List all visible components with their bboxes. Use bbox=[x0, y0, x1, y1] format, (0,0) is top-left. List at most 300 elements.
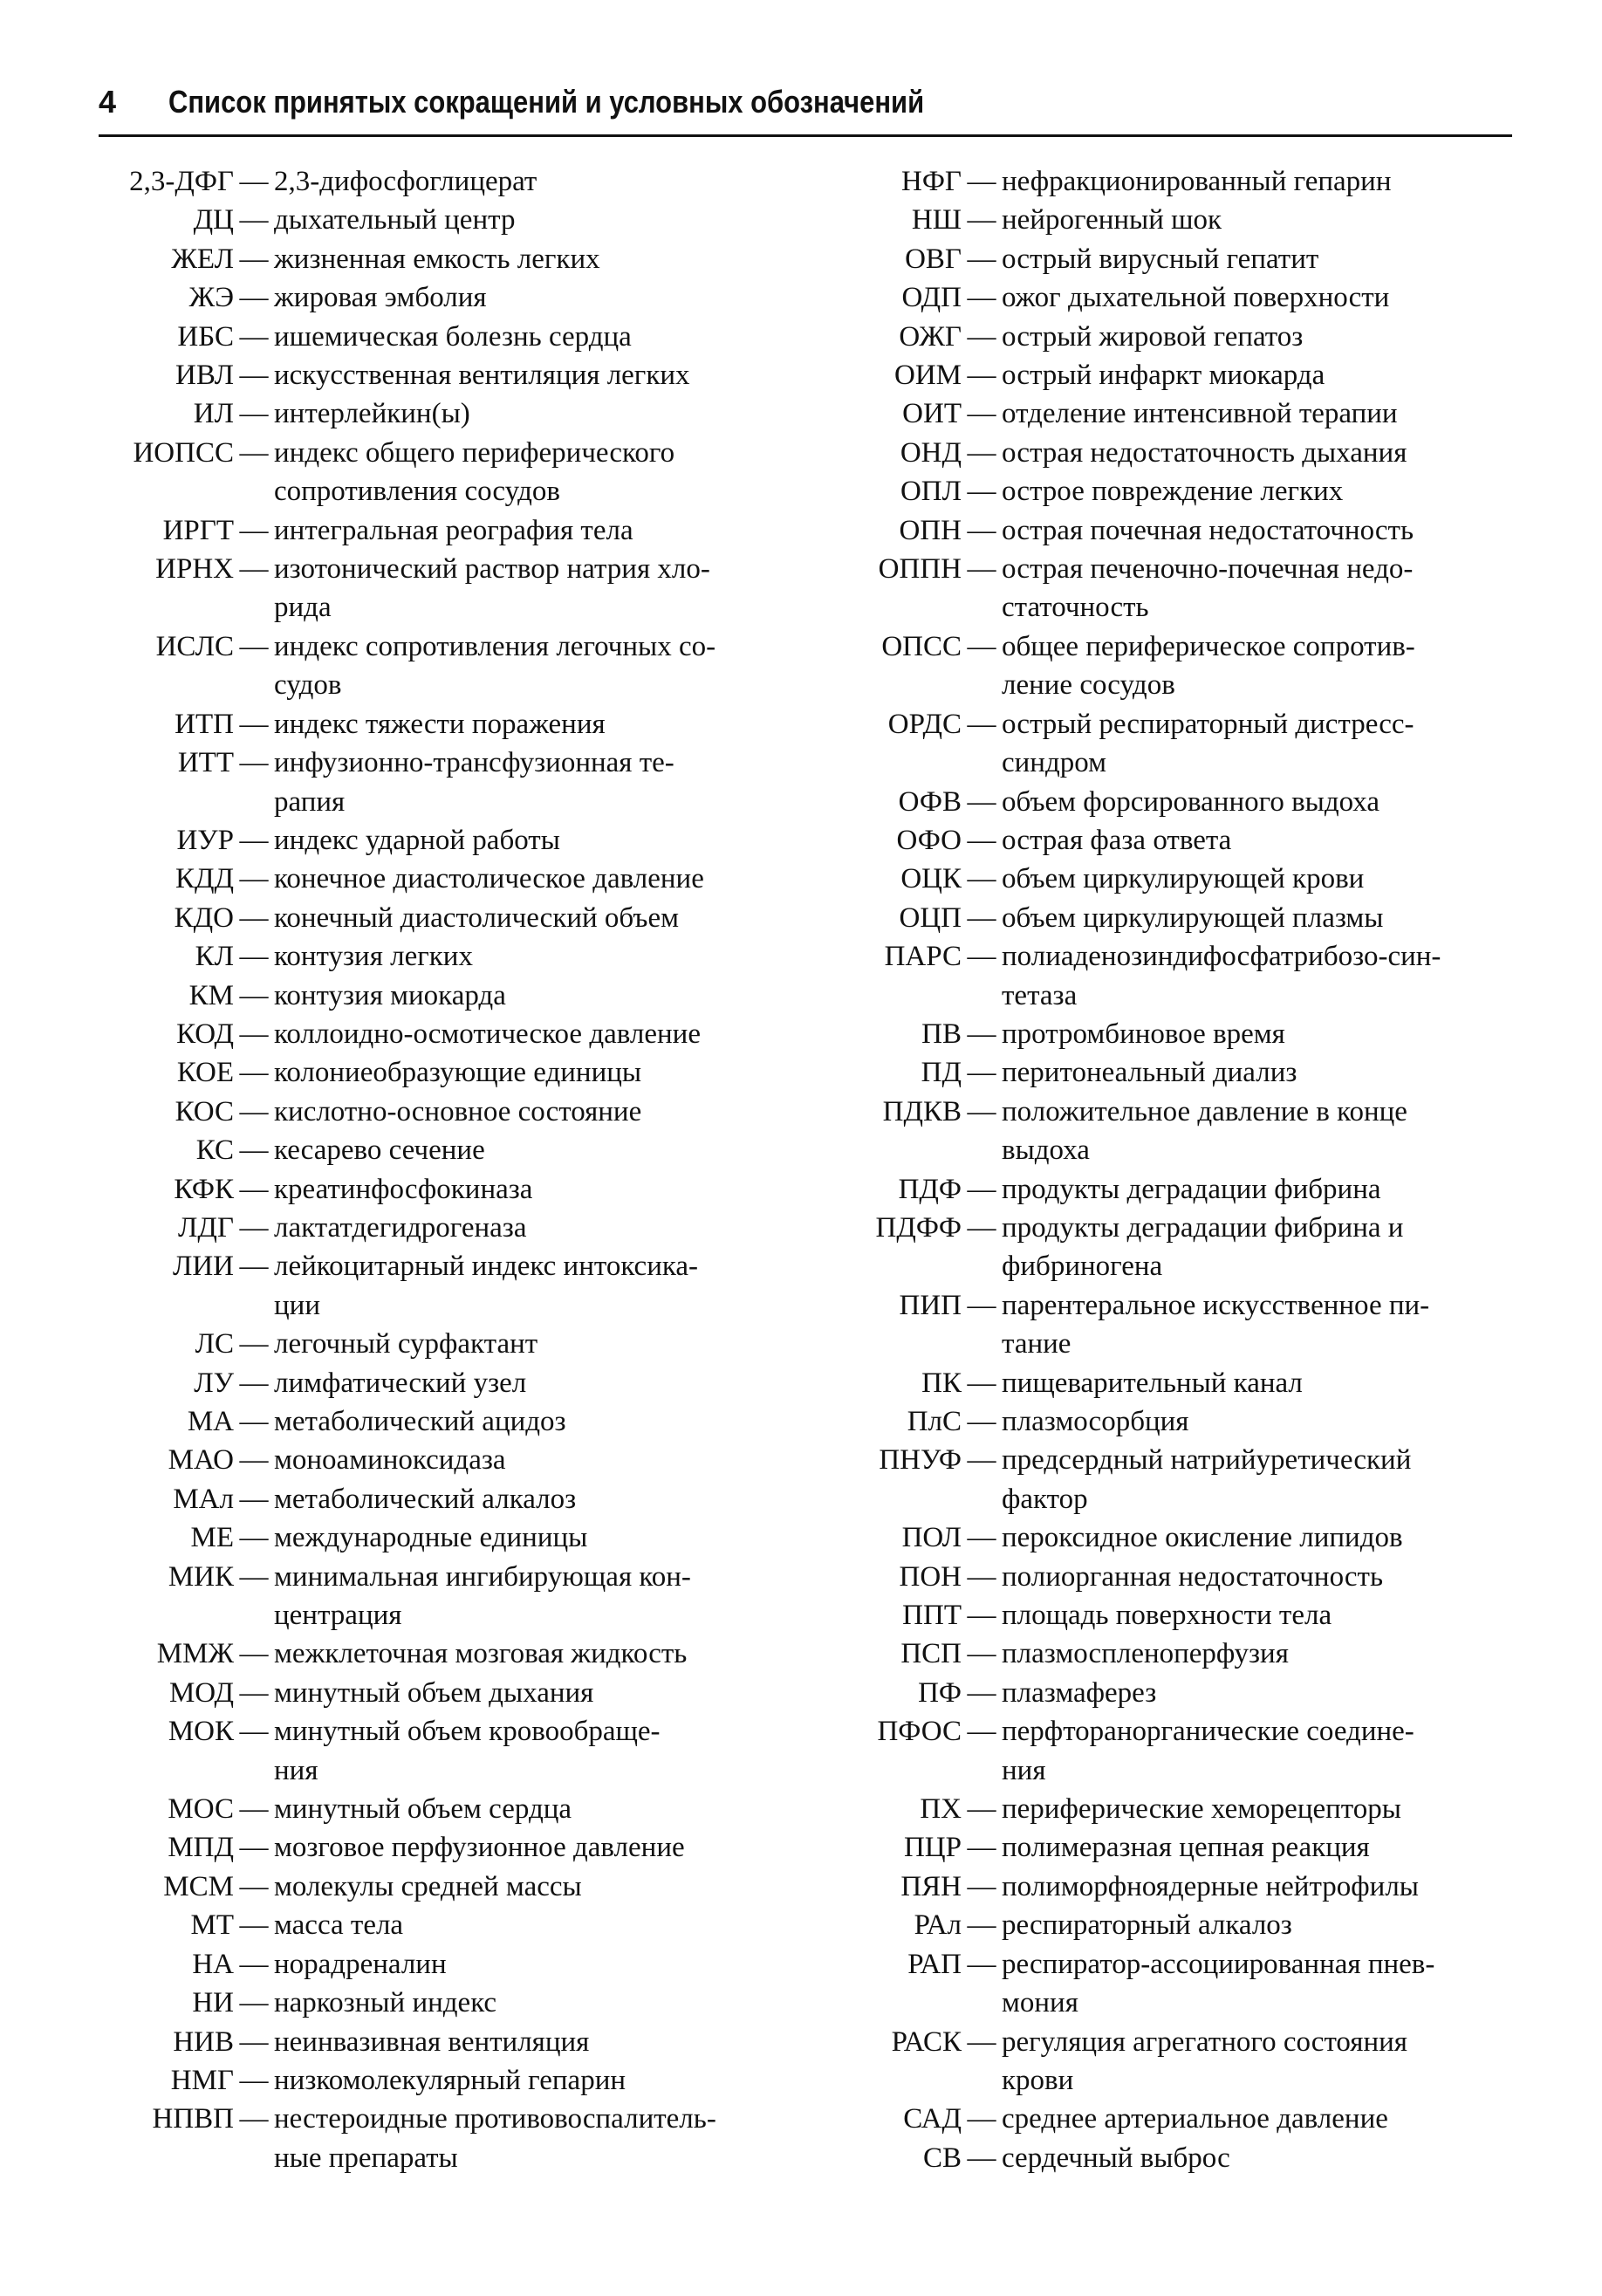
entry-dash: — bbox=[967, 514, 996, 546]
entry-dash: — bbox=[967, 1406, 996, 1437]
entry-dash: — bbox=[967, 1522, 996, 1554]
abbreviation-definition: конечное диастолическое давление bbox=[274, 863, 704, 895]
abbreviation-term: КМ bbox=[188, 979, 234, 1011]
abbreviation-term: ОЦК bbox=[900, 863, 962, 895]
entry-dash: — bbox=[967, 941, 996, 973]
entry-dash: — bbox=[967, 1095, 996, 1127]
abbreviation-entry bbox=[839, 1286, 1520, 1364]
abbreviation-term: ОВГ bbox=[905, 243, 962, 275]
entry-dash: — bbox=[239, 1095, 269, 1127]
abbreviation-definition: острая печеночно-почечная недо- статочность bbox=[1002, 553, 1414, 624]
abbreviation-definition: положительное давление в конце выдоха bbox=[1002, 1095, 1407, 1167]
entry-dash: — bbox=[239, 1018, 269, 1050]
entry-dash: — bbox=[239, 941, 269, 973]
entry-dash: — bbox=[239, 1948, 269, 1980]
abbreviation-term: ПАРС bbox=[884, 941, 962, 973]
entry-dash: — bbox=[239, 166, 269, 197]
abbreviation-entry bbox=[839, 1518, 1520, 1557]
entry-dash: — bbox=[967, 1793, 996, 1826]
entry-dash: — bbox=[239, 901, 269, 934]
abbreviation-term: РАл bbox=[914, 1909, 962, 1942]
entry-dash: — bbox=[239, 2103, 269, 2135]
entry-dash: — bbox=[967, 2025, 996, 2058]
abbreviation-definition: общее периферическое сопротив- ление сосудов bbox=[1002, 630, 1415, 702]
abbreviation-definition: периферические хеморецепторы bbox=[1002, 1793, 1401, 1826]
abbreviation-entry bbox=[839, 1906, 1520, 1944]
abbreviation-entry bbox=[839, 2023, 1520, 2101]
abbreviation-term: ПДФФ bbox=[875, 1211, 962, 1244]
abbreviation-term: ПК bbox=[921, 1367, 962, 1399]
abbreviation-term: ИВЛ bbox=[175, 360, 234, 392]
abbreviation-definition: индекс ударной работы bbox=[274, 824, 560, 856]
abbreviation-term: НПВП bbox=[152, 2103, 234, 2135]
abbreviation-entry bbox=[92, 550, 799, 627]
abbreviation-term: НИВ bbox=[173, 2025, 234, 2058]
abbreviation-term: ППТ bbox=[902, 1600, 962, 1632]
abbreviation-definition: лейкоцитарный индекс интоксика- ции bbox=[274, 1251, 699, 1321]
abbreviation-term: КОЕ bbox=[176, 1057, 234, 1089]
entry-dash: — bbox=[239, 2064, 269, 2096]
abbreviation-definition: протромбиновое время bbox=[1002, 1018, 1285, 1050]
abbreviation-definition: лимфатический узел bbox=[274, 1367, 527, 1399]
abbreviation-entry bbox=[92, 821, 799, 860]
abbreviation-entry bbox=[92, 977, 799, 1015]
entry-dash: — bbox=[239, 747, 269, 779]
entry-dash: — bbox=[239, 553, 269, 586]
abbreviation-entry bbox=[839, 1402, 1520, 1441]
abbreviation-term: МТ bbox=[190, 1909, 234, 1942]
abbreviation-term: ИОПСС bbox=[133, 436, 234, 469]
abbreviation-definition: респиратор-ассоциированная пнев- мония bbox=[1002, 1948, 1435, 2019]
abbreviation-term: ОЖГ bbox=[899, 320, 962, 353]
abbreviation-entry bbox=[92, 1868, 799, 1906]
abbreviation-term: ЖЭ bbox=[188, 282, 234, 314]
abbreviation-definition: перитонеальный диализ bbox=[1002, 1057, 1297, 1089]
abbreviation-entry bbox=[839, 550, 1520, 627]
abbreviation-entry bbox=[92, 899, 799, 937]
abbreviation-entry bbox=[839, 162, 1520, 201]
abbreviation-entry bbox=[92, 278, 799, 317]
abbreviation-term: ПНУФ bbox=[879, 1444, 962, 1477]
abbreviation-definition: индекс общего периферического сопротивления сосудов bbox=[274, 436, 675, 508]
abbreviation-definition: объем циркулирующей крови bbox=[1002, 863, 1365, 895]
abbreviation-entry bbox=[92, 705, 799, 744]
abbreviation-definition: кесарево сечение bbox=[274, 1134, 485, 1167]
abbreviation-entry bbox=[92, 1247, 799, 1325]
abbreviation-entry bbox=[839, 1945, 1520, 2023]
entry-dash: — bbox=[239, 1406, 269, 1437]
abbreviation-definition: острая фаза ответа bbox=[1002, 824, 1232, 856]
abbreviation-term: ОИТ bbox=[902, 398, 962, 430]
entry-dash: — bbox=[967, 1716, 996, 1748]
entry-dash: — bbox=[967, 863, 996, 895]
abbreviation-entry bbox=[92, 162, 799, 201]
abbreviation-term: ПВ bbox=[921, 1018, 962, 1050]
abbreviation-entry bbox=[839, 1170, 1520, 1209]
abbreviation-entry bbox=[839, 2139, 1520, 2177]
abbreviation-entry bbox=[839, 356, 1520, 394]
abbreviations-left-column bbox=[92, 162, 799, 2177]
abbreviation-entry bbox=[92, 1558, 799, 1635]
abbreviation-entry bbox=[839, 2100, 1520, 2138]
abbreviation-definition: дыхательный центр bbox=[274, 204, 516, 236]
abbreviation-definition: международные единицы bbox=[274, 1522, 588, 1554]
entry-dash: — bbox=[239, 1870, 269, 1902]
abbreviation-term: ОПЛ bbox=[900, 476, 962, 508]
abbreviation-entry bbox=[92, 1984, 799, 2022]
abbreviation-entry bbox=[92, 1480, 799, 1518]
abbreviation-definition: контузия миокарда bbox=[274, 979, 506, 1011]
abbreviation-entry bbox=[92, 1170, 799, 1209]
abbreviation-term: ДЦ bbox=[193, 204, 234, 236]
entry-dash: — bbox=[239, 1173, 269, 1205]
abbreviation-term: МПД bbox=[168, 1832, 234, 1864]
entry-dash: — bbox=[967, 553, 996, 586]
abbreviation-entry bbox=[839, 705, 1520, 783]
entry-dash: — bbox=[967, 398, 996, 430]
entry-dash: — bbox=[967, 1948, 996, 1980]
entry-dash: — bbox=[967, 1870, 996, 1902]
abbreviation-definition: ишемическая болезнь сердца bbox=[274, 320, 632, 353]
abbreviation-entry bbox=[92, 1518, 799, 1557]
entry-dash: — bbox=[967, 204, 996, 236]
abbreviation-entry bbox=[839, 1209, 1520, 1286]
entry-dash: — bbox=[239, 2025, 269, 2058]
entry-dash: — bbox=[239, 1832, 269, 1864]
entry-dash: — bbox=[239, 630, 269, 662]
abbreviation-entry bbox=[92, 1325, 799, 1363]
entry-dash: — bbox=[239, 243, 269, 275]
abbreviation-definition: конечный диастолический объем bbox=[274, 901, 679, 934]
abbreviation-term: МИК bbox=[168, 1560, 234, 1593]
abbreviation-term: КЛ bbox=[195, 941, 234, 973]
abbreviation-definition: 2,3-дифосфоглицерат bbox=[274, 166, 537, 197]
abbreviation-definition: искусственная вентиляция легких bbox=[274, 360, 690, 392]
abbreviation-term: ПЯН bbox=[900, 1870, 962, 1902]
abbreviation-entry bbox=[92, 394, 799, 433]
abbreviation-term: ЛС bbox=[195, 1328, 234, 1360]
abbreviation-definition: минутный объем кровообраще- ния bbox=[274, 1716, 661, 1786]
abbreviation-definition: изотонический раствор натрия хло- рида bbox=[274, 553, 710, 624]
abbreviation-definition: инфузионно-трансфузионная те- рапия bbox=[274, 747, 674, 818]
abbreviation-term: СВ bbox=[922, 2142, 962, 2174]
abbreviation-entry bbox=[839, 318, 1520, 356]
abbreviation-definition: полиорганная недостаточность bbox=[1002, 1560, 1384, 1593]
abbreviation-entry bbox=[92, 1828, 799, 1867]
abbreviation-definition: неинвазивная вентиляция bbox=[274, 2025, 590, 2058]
abbreviation-term: МЕ bbox=[190, 1522, 234, 1554]
abbreviation-entry bbox=[92, 1015, 799, 1053]
abbreviation-term: НИ bbox=[192, 1987, 234, 2019]
abbreviation-entry bbox=[92, 1441, 799, 1479]
abbreviation-entry bbox=[839, 201, 1520, 239]
abbreviation-term: ОППН bbox=[878, 553, 962, 586]
abbreviation-term: НМГ bbox=[170, 2064, 234, 2096]
abbreviation-definition: метаболический ацидоз bbox=[274, 1406, 566, 1437]
abbreviation-entry bbox=[92, 1209, 799, 1247]
abbreviation-term: МОС bbox=[168, 1793, 234, 1826]
abbreviation-definition: объем форсированного выдоха bbox=[1002, 785, 1380, 818]
abbreviation-term: ИСЛС bbox=[155, 630, 234, 662]
abbreviation-term: КС bbox=[195, 1134, 234, 1167]
abbreviation-entry bbox=[92, 1364, 799, 1402]
abbreviation-entry bbox=[92, 1906, 799, 1944]
abbreviation-definition: ожог дыхательной поверхности bbox=[1002, 282, 1390, 314]
entry-dash: — bbox=[239, 204, 269, 236]
abbreviation-entry bbox=[92, 860, 799, 898]
abbreviation-definition: респираторный алкалоз bbox=[1002, 1909, 1292, 1942]
abbreviation-term: 2,3-ДФГ bbox=[129, 166, 234, 197]
abbreviation-definition: коллоидно-осмотическое давление bbox=[274, 1018, 701, 1050]
abbreviation-entry bbox=[92, 1402, 799, 1441]
abbreviation-term: ИРНХ bbox=[155, 553, 234, 586]
abbreviation-term: САД bbox=[903, 2103, 962, 2135]
abbreviation-entry bbox=[92, 1712, 799, 1790]
abbreviation-term: ПлС bbox=[907, 1406, 962, 1437]
abbreviation-entry bbox=[92, 201, 799, 239]
abbreviation-entry bbox=[92, 2061, 799, 2100]
abbreviation-definition: острый вирусный гепатит bbox=[1002, 243, 1319, 275]
abbreviation-term: НФГ bbox=[901, 166, 962, 197]
entry-dash: — bbox=[239, 1134, 269, 1167]
abbreviation-entry bbox=[839, 278, 1520, 317]
entry-dash: — bbox=[239, 708, 269, 740]
abbreviation-definition: легочный сурфактант bbox=[274, 1328, 538, 1360]
abbreviation-term: МАл bbox=[173, 1483, 234, 1515]
abbreviation-term: МОД bbox=[168, 1676, 234, 1709]
abbreviation-definition: пищеварительный канал bbox=[1002, 1367, 1303, 1399]
entry-dash: — bbox=[967, 2142, 996, 2174]
abbreviation-entry bbox=[92, 2100, 799, 2177]
abbreviation-entry bbox=[839, 1596, 1520, 1635]
entry-dash: — bbox=[967, 166, 996, 197]
abbreviation-entry bbox=[839, 1828, 1520, 1867]
entry-dash: — bbox=[967, 708, 996, 740]
abbreviation-entry bbox=[92, 1945, 799, 1984]
entry-dash: — bbox=[239, 1638, 269, 1670]
abbreviation-definition: низкомолекулярный гепарин bbox=[274, 2064, 626, 2096]
abbreviation-definition: объем циркулирующей плазмы bbox=[1002, 901, 1384, 934]
entry-dash: — bbox=[967, 476, 996, 508]
entry-dash: — bbox=[239, 979, 269, 1011]
abbreviation-term: ПОН bbox=[899, 1560, 962, 1593]
abbreviation-entry bbox=[839, 1635, 1520, 1673]
abbreviation-definition: предсердный натрийуретический фактор bbox=[1002, 1444, 1412, 1515]
abbreviation-entry bbox=[92, 1131, 799, 1169]
abbreviation-entry bbox=[839, 511, 1520, 550]
page-header bbox=[99, 80, 1512, 137]
entry-dash: — bbox=[239, 320, 269, 353]
abbreviation-term: ОПН bbox=[899, 514, 962, 546]
abbreviation-definition: продукты деградации фибрина bbox=[1002, 1173, 1381, 1205]
entry-dash: — bbox=[967, 360, 996, 392]
abbreviation-definition: плазмосорбция bbox=[1002, 1406, 1189, 1437]
abbreviation-definition: нестероидные противовоспалитель- ные препараты bbox=[274, 2103, 716, 2174]
abbreviation-term: ИТП bbox=[175, 708, 234, 740]
abbreviation-definition: индекс тяжести поражения bbox=[274, 708, 606, 740]
abbreviation-term: ММЖ bbox=[156, 1638, 234, 1670]
abbreviation-definition: острая недостаточность дыхания bbox=[1002, 436, 1407, 469]
abbreviation-term: КОС bbox=[175, 1095, 234, 1127]
abbreviation-term: ПФОС bbox=[877, 1716, 962, 1748]
abbreviation-entry bbox=[839, 434, 1520, 472]
abbreviation-term: ПИП bbox=[899, 1289, 962, 1321]
abbreviation-entry bbox=[839, 1093, 1520, 1170]
entry-dash: — bbox=[967, 1638, 996, 1670]
abbreviation-definition: метаболический алкалоз bbox=[274, 1483, 577, 1515]
entry-dash: — bbox=[967, 436, 996, 469]
entry-dash: — bbox=[239, 1483, 269, 1515]
abbreviation-entry bbox=[92, 1093, 799, 1131]
abbreviation-entry bbox=[839, 627, 1520, 705]
abbreviation-definition: острая почечная недостаточность bbox=[1002, 514, 1414, 546]
abbreviation-entry bbox=[839, 899, 1520, 937]
entry-dash: — bbox=[967, 1676, 996, 1709]
entry-dash: — bbox=[967, 1057, 996, 1089]
abbreviation-term: ПХ bbox=[920, 1793, 962, 1826]
abbreviation-definition: отделение интенсивной терапии bbox=[1002, 398, 1398, 430]
entry-dash: — bbox=[967, 1211, 996, 1244]
abbreviation-entry bbox=[839, 821, 1520, 860]
abbreviation-definition: полиаденозиндифосфатрибозо-син- тетаза bbox=[1002, 941, 1441, 1011]
entry-dash: — bbox=[239, 282, 269, 314]
abbreviation-definition: норадреналин bbox=[274, 1948, 447, 1980]
abbreviation-definition: жировая эмболия bbox=[274, 282, 487, 314]
abbreviation-definition: масса тела bbox=[274, 1909, 404, 1942]
abbreviation-term: МСМ bbox=[163, 1870, 234, 1902]
entry-dash: — bbox=[967, 2103, 996, 2135]
entry-dash: — bbox=[239, 1057, 269, 1089]
abbreviation-entry bbox=[839, 937, 1520, 1015]
abbreviation-entry bbox=[92, 356, 799, 394]
entry-dash: — bbox=[967, 282, 996, 314]
abbreviation-definition: колониеобразующие единицы bbox=[274, 1057, 642, 1089]
entry-dash: — bbox=[239, 360, 269, 392]
abbreviation-entry bbox=[92, 434, 799, 511]
abbreviation-entry bbox=[92, 318, 799, 356]
abbreviation-term: МАО bbox=[168, 1444, 234, 1477]
abbreviation-term: ЖЕЛ bbox=[171, 243, 234, 275]
entry-dash: — bbox=[239, 1444, 269, 1477]
entry-dash: — bbox=[967, 320, 996, 353]
entry-dash: — bbox=[967, 1173, 996, 1205]
abbreviations-right-column bbox=[839, 162, 1520, 2177]
abbreviation-definition: нейрогенный шок bbox=[1002, 204, 1222, 236]
entry-dash: — bbox=[967, 1289, 996, 1321]
entry-dash: — bbox=[239, 1793, 269, 1826]
abbreviation-entry bbox=[839, 1868, 1520, 1906]
abbreviation-term: ПФ bbox=[918, 1676, 962, 1709]
abbreviation-term: КДД bbox=[175, 863, 234, 895]
entry-dash: — bbox=[239, 436, 269, 469]
abbreviation-definition: сердечный выброс bbox=[1002, 2142, 1230, 2174]
abbreviation-entry bbox=[92, 744, 799, 821]
entry-dash: — bbox=[239, 398, 269, 430]
abbreviation-term: ИЛ bbox=[193, 398, 234, 430]
abbreviation-term: ЛИИ bbox=[172, 1251, 234, 1283]
entry-dash: — bbox=[967, 630, 996, 662]
abbreviation-entry bbox=[92, 1674, 799, 1712]
abbreviation-definition: острый инфаркт миокарда bbox=[1002, 360, 1325, 392]
abbreviation-entry bbox=[839, 1674, 1520, 1712]
abbreviation-term: РАСК bbox=[891, 2025, 962, 2058]
entry-dash: — bbox=[967, 1444, 996, 1477]
abbreviation-term: ОНД bbox=[900, 436, 962, 469]
abbreviation-term: ИУР bbox=[176, 824, 234, 856]
abbreviation-entry bbox=[92, 1053, 799, 1092]
entry-dash: — bbox=[239, 1909, 269, 1942]
abbreviation-entry bbox=[839, 1790, 1520, 1828]
abbreviation-definition: минутный объем сердца bbox=[274, 1793, 572, 1826]
abbreviation-entry bbox=[839, 1558, 1520, 1596]
abbreviation-term: ИРГТ bbox=[162, 514, 234, 546]
abbreviation-term: ОИМ bbox=[893, 360, 962, 392]
abbreviation-term: ПЦР bbox=[903, 1832, 962, 1864]
abbreviation-definition: острый респираторный дистресс- синдром bbox=[1002, 708, 1414, 779]
abbreviation-definition: острое повреждение легких bbox=[1002, 476, 1344, 508]
abbreviation-term: ПД bbox=[921, 1057, 962, 1089]
abbreviation-term: ПОЛ bbox=[901, 1522, 962, 1554]
abbreviation-entry bbox=[839, 1053, 1520, 1092]
entry-dash: — bbox=[967, 785, 996, 818]
abbreviation-term: ОПСС bbox=[881, 630, 962, 662]
abbreviation-entry bbox=[92, 937, 799, 976]
abbreviation-definition: регуляция агрегатного состояния крови bbox=[1002, 2025, 1407, 2096]
abbreviation-definition: полиморфноядерные нейтрофилы bbox=[1002, 1870, 1419, 1902]
abbreviation-definition: интегральная реография тела bbox=[274, 514, 633, 546]
abbreviation-term: ПДФ bbox=[898, 1173, 962, 1205]
abbreviation-term: ИБС bbox=[177, 320, 234, 353]
abbreviation-definition: молекулы средней массы bbox=[274, 1870, 582, 1902]
entry-dash: — bbox=[967, 824, 996, 856]
abbreviation-term: КФК bbox=[174, 1173, 234, 1205]
entry-dash: — bbox=[967, 1600, 996, 1632]
abbreviation-entry bbox=[839, 1364, 1520, 1402]
abbreviation-term: РАП bbox=[907, 1948, 962, 1980]
abbreviation-term: ПДКВ bbox=[882, 1095, 962, 1127]
abbreviation-term: ОЦП bbox=[899, 901, 962, 934]
abbreviation-definition: кислотно-основное состояние bbox=[274, 1095, 642, 1127]
abbreviation-definition: наркозный индекс bbox=[274, 1987, 497, 2019]
abbreviation-term: ОДП bbox=[901, 282, 962, 314]
abbreviation-definition: креатинфосфокиназа bbox=[274, 1173, 533, 1205]
abbreviation-definition: перфторанорганические соедине- ния bbox=[1002, 1716, 1414, 1786]
abbreviation-term: ОРДС bbox=[887, 708, 962, 740]
abbreviation-entry bbox=[92, 627, 799, 705]
abbreviation-definition: полимеразная цепная реакция bbox=[1002, 1832, 1370, 1864]
abbreviation-entry bbox=[92, 1790, 799, 1828]
entry-dash: — bbox=[239, 1367, 269, 1399]
entry-dash: — bbox=[239, 514, 269, 546]
abbreviation-entry bbox=[839, 860, 1520, 898]
abbreviation-term: ОФВ bbox=[898, 785, 962, 818]
abbreviation-entry bbox=[839, 1441, 1520, 1518]
abbreviation-term: МОК bbox=[168, 1716, 234, 1748]
entry-dash: — bbox=[967, 901, 996, 934]
abbreviation-definition: минимальная ингибирующая кон- центрация bbox=[274, 1560, 691, 1632]
abbreviation-definition: среднее артериальное давление bbox=[1002, 2103, 1388, 2135]
abbreviation-definition: плазмоспленоперфузия bbox=[1002, 1638, 1289, 1670]
entry-dash: — bbox=[239, 1716, 269, 1748]
abbreviation-definition: площадь поверхности тела bbox=[1002, 1600, 1332, 1632]
abbreviation-term: ЛУ bbox=[194, 1367, 234, 1399]
abbreviation-definition: плазмаферез bbox=[1002, 1676, 1157, 1709]
entry-dash: — bbox=[967, 1832, 996, 1864]
entry-dash: — bbox=[239, 1211, 269, 1244]
abbreviation-definition: индекс сопротивления легочных со- судов bbox=[274, 630, 716, 702]
entry-dash: — bbox=[967, 1909, 996, 1942]
abbreviation-definition: парентеральное искусственное пи- тание bbox=[1002, 1289, 1430, 1360]
